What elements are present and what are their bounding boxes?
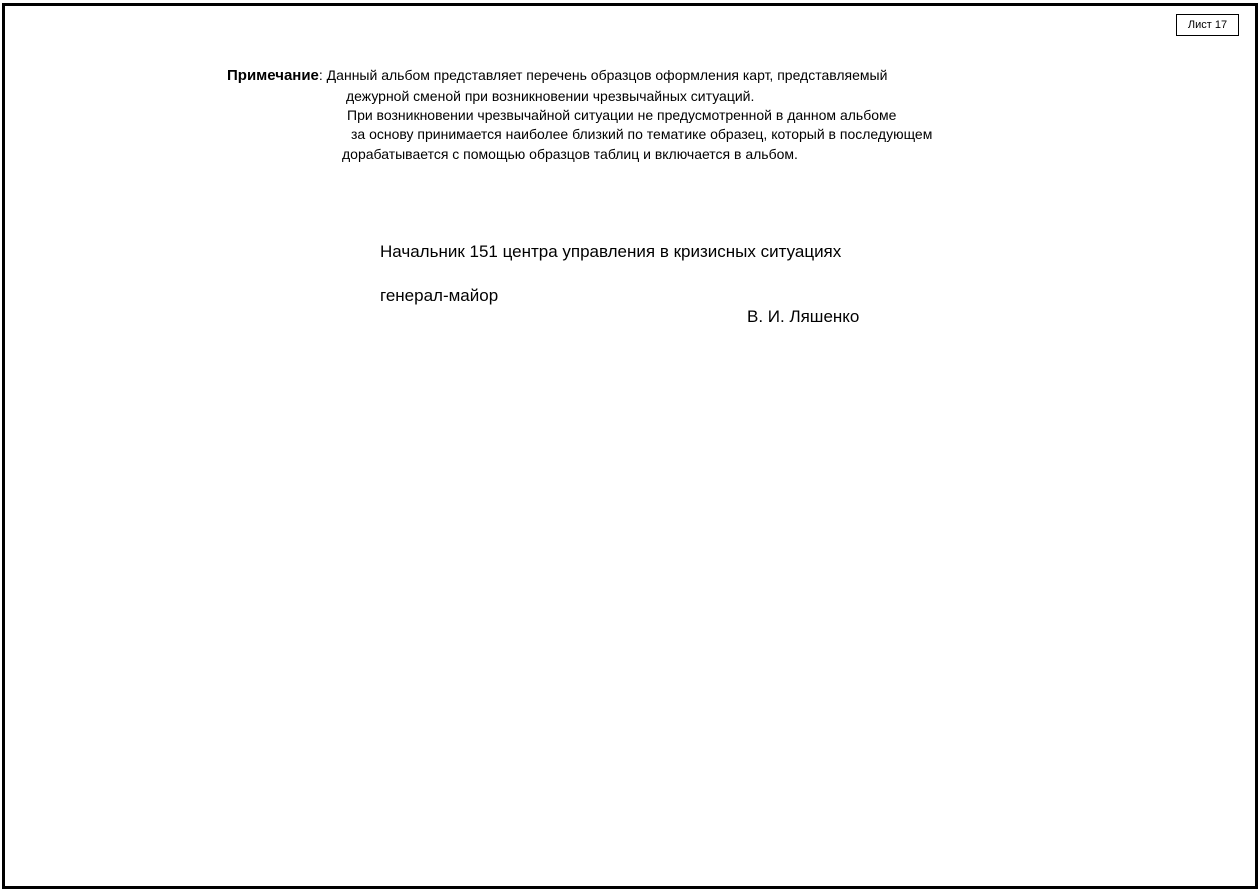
note-first-line xyxy=(227,66,887,85)
signature-rank: генерал-майор xyxy=(380,286,499,305)
note-line-4: за основу принимается наиболее близкий по тематике образец, который в последующем xyxy=(351,126,933,142)
note-first-letter: Д xyxy=(322,67,337,83)
signature-name: В. И. Ляшенко xyxy=(747,307,860,326)
note-line-2: дежурной сменой при возникновении чрезвычайных ситуаций. xyxy=(346,88,755,104)
note-line-1: анный альбом представляет перечень образцов оформления карт, представляемый xyxy=(336,67,888,83)
note-line-3: При возникновении чрезвычайной ситуации не предусмотренной в данном альбоме xyxy=(347,107,897,123)
note-separator: : xyxy=(318,67,323,83)
signature-position: Начальник 151 центра управления в кризисных ситуациях xyxy=(380,242,842,261)
sheet-number-label: Лист 17 xyxy=(1176,14,1239,36)
note-line-5: дорабатывается с помощью образцов таблиц и включается в альбом. xyxy=(342,146,798,162)
note-title: Примечание xyxy=(227,67,319,84)
